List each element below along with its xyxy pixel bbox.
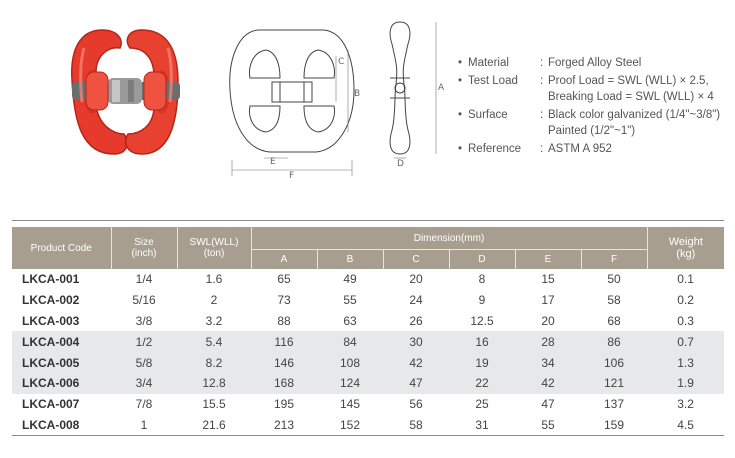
table-row (12, 269, 724, 290)
product-photo (62, 22, 190, 162)
front-dimension-drawing (218, 20, 368, 180)
cell-size: 1/4 (135, 272, 153, 287)
cell-dim-a: 213 (251, 415, 317, 436)
cell-dim-a: 73 (277, 293, 291, 308)
cell-weight: 0.2 (677, 293, 694, 308)
cell-dim-e: 42 (515, 373, 581, 394)
spec-key: Material (468, 57, 509, 69)
cell-dim-c: 24 (409, 293, 423, 308)
spec-value: Forged Alloy Steel (548, 57, 642, 69)
cell-size: 5/8 (111, 352, 177, 373)
cell-dim-a: 116 (251, 331, 317, 352)
table-row (12, 352, 724, 373)
table-row (12, 415, 724, 436)
cell-dim-f: 50 (607, 272, 621, 287)
cell-dim-f: 159 (581, 415, 647, 436)
cell-swl: 12.8 (177, 373, 251, 394)
cell-dim-d: 22 (449, 373, 515, 394)
cell-product-code: LKCA-002 (22, 293, 80, 308)
cell-dim-f: 106 (581, 352, 647, 373)
cell-dim-e: 47 (541, 397, 555, 412)
cell-product-code: LKCA-007 (22, 397, 80, 412)
cell-weight: 4.5 (647, 415, 724, 436)
header-weight: Weight (kg) (647, 227, 724, 269)
spec-row-surface (458, 107, 728, 139)
header-dim-b: B (317, 250, 383, 270)
cell-dim-c: 26 (409, 313, 423, 328)
cell-weight: 1.3 (647, 352, 724, 373)
cell-dim-d: 9 (478, 293, 486, 308)
spec-value: ASTM A 952 (548, 143, 612, 155)
cell-dim-f: 121 (581, 373, 647, 394)
cell-swl: 1.6 (205, 272, 223, 287)
spec-row-material (458, 55, 728, 71)
spec-key: Test Load (468, 75, 518, 87)
header-dim-f: F (581, 250, 647, 270)
table-header-row (12, 227, 724, 250)
table-row (12, 331, 724, 352)
cell-dim-c: 56 (409, 397, 423, 412)
cell-dim-c: 58 (383, 415, 449, 436)
cell-dim-f: 86 (581, 331, 647, 352)
cell-dim-a: 65 (277, 272, 291, 287)
header-dimension: Dimension(mm) (251, 227, 647, 250)
cell-product-code: LKCA-008 (12, 415, 111, 436)
dim-label-b: B (354, 89, 361, 99)
cell-dim-c: 20 (409, 272, 423, 287)
cell-dim-f: 137 (604, 397, 625, 412)
cell-dim-e: 20 (541, 313, 555, 328)
cell-dim-e: 34 (515, 352, 581, 373)
header-dim-d: D (449, 250, 515, 270)
dim-label-d: D (397, 159, 404, 168)
cell-dim-b: 108 (317, 352, 383, 373)
header-dim-e: E (515, 250, 581, 270)
dim-label-c: C (338, 57, 345, 67)
cell-swl: 2 (210, 293, 218, 308)
cell-product-code: LKCA-006 (12, 373, 111, 394)
cell-dim-a: 168 (251, 373, 317, 394)
table-row (12, 373, 724, 394)
cell-dim-a: 195 (273, 397, 295, 412)
cell-weight: 0.7 (647, 331, 724, 352)
cell-dim-b: 49 (343, 272, 357, 287)
table-row (12, 290, 724, 311)
connecting-link-icon (72, 30, 180, 154)
cell-dim-a: 88 (277, 313, 291, 328)
header-product-code: Product Code (12, 227, 111, 269)
cell-dim-b: 145 (339, 397, 361, 412)
cell-swl: 3.2 (205, 313, 223, 328)
cell-dim-b: 124 (317, 373, 383, 394)
header-swl: SWL(WLL) (ton) (177, 227, 251, 269)
bullet: • (458, 57, 463, 69)
bullet: • (458, 109, 463, 121)
spec-row-test-load (458, 73, 728, 105)
table-body (12, 269, 724, 436)
table-row (12, 311, 724, 332)
spec-key: Reference (468, 143, 522, 155)
spec-colon: : (540, 143, 544, 155)
bullet: • (458, 75, 463, 87)
cell-dim-f: 68 (607, 313, 621, 328)
cell-size: 7/8 (135, 397, 153, 412)
cell-swl: 8.2 (177, 352, 251, 373)
header-dim-a: A (251, 250, 317, 270)
cell-weight: 0.3 (677, 313, 694, 328)
cell-dim-d: 8 (478, 272, 486, 287)
specifications-list (458, 55, 728, 157)
cell-dim-d: 31 (449, 415, 515, 436)
dim-label-e: E (270, 157, 276, 167)
spec-row-reference (458, 141, 728, 157)
spec-colon: : (540, 75, 544, 87)
dim-label-f: F (289, 171, 295, 180)
cell-dim-c: 30 (383, 331, 449, 352)
cell-swl: 15.5 (202, 397, 226, 412)
cell-dim-b: 152 (317, 415, 383, 436)
cell-product-code: LKCA-004 (12, 331, 111, 352)
cell-dim-e: 15 (541, 272, 555, 287)
table-row (12, 394, 724, 415)
cell-dim-e: 17 (541, 293, 555, 308)
cell-size: 3/8 (135, 313, 153, 328)
cell-dim-d: 12.5 (470, 313, 494, 328)
cell-weight: 0.1 (677, 272, 694, 287)
spec-colon: : (540, 57, 544, 69)
cell-dim-d: 16 (449, 331, 515, 352)
cell-dim-b: 55 (343, 293, 357, 308)
dim-label-a: A (438, 83, 445, 93)
cell-dim-f: 58 (607, 293, 621, 308)
header-dim-c: C (383, 250, 449, 270)
cell-dim-e: 55 (515, 415, 581, 436)
cell-dim-e: 28 (515, 331, 581, 352)
cell-size: 1 (111, 415, 177, 436)
cell-dim-a: 146 (251, 352, 317, 373)
side-dimension-drawing (372, 18, 454, 168)
spec-value: Proof Load = SWL (WLL) × 2.5, Breaking Load = SWL (WLL) × 4 (548, 75, 714, 103)
cell-size: 1/2 (111, 331, 177, 352)
cell-swl: 5.4 (177, 331, 251, 352)
cell-dim-d: 19 (449, 352, 515, 373)
table-top-rule (12, 220, 724, 221)
spec-key: Surface (468, 109, 508, 121)
cell-dim-c: 47 (383, 373, 449, 394)
spec-value: Black color galvanized (1/4"~3/8") Painted (1/2"~1") (548, 109, 721, 137)
cell-dim-b: 84 (317, 331, 383, 352)
cell-product-code: LKCA-003 (22, 313, 80, 328)
cell-swl: 21.6 (177, 415, 251, 436)
bullet: • (458, 143, 463, 155)
spec-colon: : (540, 109, 544, 121)
cell-product-code: LKCA-001 (22, 272, 80, 287)
cell-weight: 3.2 (677, 397, 694, 412)
cell-product-code: LKCA-005 (12, 352, 111, 373)
cell-dim-b: 63 (343, 313, 357, 328)
cell-size: 3/4 (111, 373, 177, 394)
cell-size: 5/16 (132, 293, 156, 308)
cell-weight: 1.9 (647, 373, 724, 394)
specification-table (12, 227, 724, 436)
header-size: Size (inch) (111, 227, 177, 269)
cell-dim-d: 25 (475, 397, 489, 412)
cell-dim-c: 42 (383, 352, 449, 373)
